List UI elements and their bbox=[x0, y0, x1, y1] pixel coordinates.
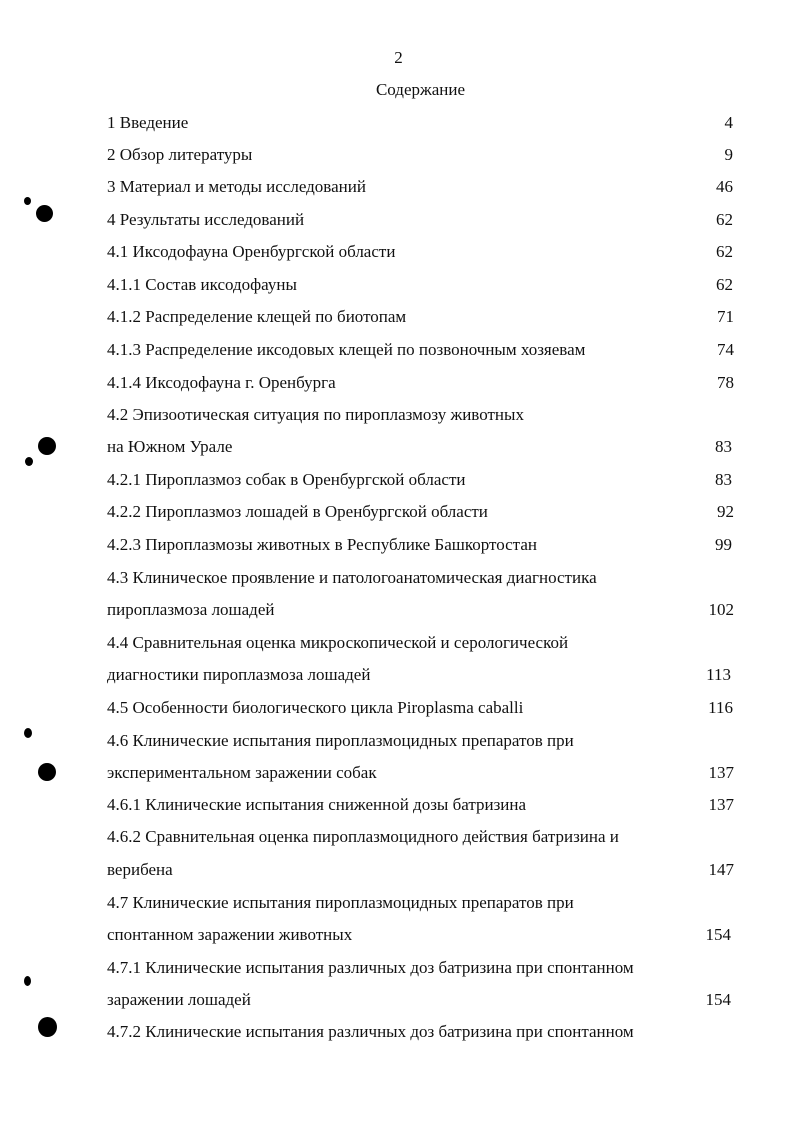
toc-entry-text: 4.7 Клинические испытания пироплазмоцидных препаратов при bbox=[107, 893, 574, 912]
toc-entry-page: 74 bbox=[717, 340, 734, 359]
punch-hole-mark bbox=[38, 763, 56, 781]
toc-entry bbox=[0, 761, 797, 785]
toc-entry-page: 62 bbox=[716, 242, 733, 261]
punch-hole-mark bbox=[38, 1017, 57, 1037]
toc-entry-page: 99 bbox=[715, 535, 732, 554]
toc-entry-text: 2 Обзор литературы bbox=[107, 145, 253, 164]
ink-blot bbox=[24, 197, 31, 205]
toc-entry-page: 92 bbox=[717, 502, 734, 521]
toc-entry-text: 4.2.2 Пироплазмоз лошадей в Оренбургской области bbox=[107, 502, 488, 521]
toc-entry-text: спонтанном заражении животных bbox=[107, 925, 353, 944]
toc-entry-page: 137 bbox=[708, 763, 734, 782]
ink-blot bbox=[24, 976, 31, 986]
toc-entry bbox=[0, 500, 797, 524]
toc-entry-text: 4.2.1 Пироплазмоз собак в Оренбургской области bbox=[107, 470, 466, 489]
toc-entry-page: 113 bbox=[706, 665, 731, 684]
toc-entry-page: 137 bbox=[708, 795, 734, 814]
toc-entry bbox=[0, 988, 797, 1012]
toc-entry-page: 83 bbox=[715, 437, 732, 456]
toc-entry-page: 62 bbox=[716, 275, 733, 294]
toc-entry-text: 4.2 Эпизоотическая ситуация по пироплазмозу животных bbox=[107, 405, 524, 424]
toc-entry bbox=[0, 663, 797, 687]
toc-entry-text: 4.6 Клинические испытания пироплазмоцидных препаратов при bbox=[107, 731, 574, 750]
page-title: Содержание bbox=[375, 80, 466, 99]
toc-entry bbox=[0, 598, 797, 622]
toc-entry bbox=[0, 858, 797, 882]
toc-entry-page: 62 bbox=[716, 210, 733, 229]
toc-entry-page: 4 bbox=[724, 113, 733, 132]
toc-entry bbox=[0, 696, 797, 720]
toc-entry-text: 4.6.1 Клинические испытания сниженной дозы батризина bbox=[107, 795, 527, 814]
toc-entry-text: 4.6.2 Сравнительная оценка пироплазмоцидного действия батризина и bbox=[107, 827, 619, 846]
toc-entry-text: на Южном Урале bbox=[107, 437, 233, 456]
toc-entry bbox=[0, 1020, 797, 1044]
toc-entry-page: 9 bbox=[724, 145, 733, 164]
toc-entry-page: 71 bbox=[717, 307, 734, 326]
toc-entry-page: 147 bbox=[708, 860, 734, 879]
toc-entry-page: 154 bbox=[705, 925, 731, 944]
toc-entry-text: 4.3 Клиническое проявление и патологоанатомическая диагностика bbox=[107, 568, 597, 587]
toc-entry-text: 4.4 Сравнительная оценка микроскопической и серологической bbox=[107, 633, 569, 652]
toc-entry-page: 78 bbox=[717, 373, 734, 392]
toc-entry bbox=[0, 208, 797, 232]
toc-entry-text: 4 Результаты исследований bbox=[107, 210, 305, 229]
toc-entry bbox=[0, 175, 797, 199]
toc-entry-text: 4.1.1 Состав иксодофауны bbox=[107, 275, 297, 294]
toc-entry-text: диагностики пироплазмоза лошадей bbox=[107, 665, 371, 684]
toc-entry bbox=[0, 371, 797, 395]
punch-hole-mark bbox=[36, 205, 53, 222]
toc-entry-text: 4.1.3 Распределение иксодовых клещей по позвоночным хозяевам bbox=[107, 340, 586, 359]
toc-entry bbox=[0, 468, 797, 492]
toc-entry-text: 3 Материал и методы исследований bbox=[107, 177, 366, 196]
toc-entry bbox=[0, 793, 797, 817]
toc-entry-text: 4.7.2 Клинические испытания различных доз батризина при спонтанном bbox=[107, 1022, 634, 1041]
toc-entry bbox=[0, 111, 797, 135]
toc-entry bbox=[0, 143, 797, 167]
toc-entry-text: 1 Введение bbox=[107, 113, 189, 132]
ink-blot bbox=[24, 728, 32, 738]
ink-blot bbox=[25, 457, 33, 466]
toc-entry bbox=[0, 631, 797, 655]
toc-entry-page: 102 bbox=[708, 600, 734, 619]
toc-entry-page: 154 bbox=[705, 990, 731, 1009]
toc-entry bbox=[0, 956, 797, 980]
toc-entry bbox=[0, 435, 797, 459]
toc-entry-text: экспериментальном заражении собак bbox=[107, 763, 377, 782]
toc-entry bbox=[0, 825, 797, 849]
toc-entry bbox=[0, 305, 797, 329]
toc-entry-text: 4.1 Иксодофауна Оренбургской области bbox=[107, 242, 396, 261]
punch-hole-mark bbox=[38, 437, 56, 455]
toc-entry bbox=[0, 403, 797, 427]
toc-entry-text: 4.1.2 Распределение клещей по биотопам bbox=[107, 307, 407, 326]
toc-entry bbox=[0, 240, 797, 264]
toc-entry bbox=[0, 338, 797, 362]
toc-entry-text: верибена bbox=[107, 860, 173, 879]
toc-entry bbox=[0, 891, 797, 915]
toc-entry bbox=[0, 533, 797, 557]
toc-entry bbox=[0, 273, 797, 297]
toc-entry-text: 4.7.1 Клинические испытания различных доз батризина при спонтанном bbox=[107, 958, 634, 977]
toc-entry-text: 4.2.3 Пироплазмозы животных в Республике Башкортостан bbox=[107, 535, 537, 554]
toc-entry-text: 4.1.4 Иксодофауна г. Оренбурга bbox=[107, 373, 336, 392]
toc-entry-page: 83 bbox=[715, 470, 732, 489]
toc-entry-page: 116 bbox=[708, 698, 733, 717]
toc-entry-text: 4.5 Особенности биологического цикла Piroplasma caballi bbox=[107, 698, 524, 717]
toc-entry-text: заражении лошадей bbox=[107, 990, 251, 1009]
toc-entry-text: пироплазмоза лошадей bbox=[107, 600, 275, 619]
toc-entry bbox=[0, 923, 797, 947]
toc-entry bbox=[0, 566, 797, 590]
toc-entry-page: 46 bbox=[716, 177, 733, 196]
toc-entry bbox=[0, 729, 797, 753]
page-number: 2 bbox=[394, 48, 403, 67]
